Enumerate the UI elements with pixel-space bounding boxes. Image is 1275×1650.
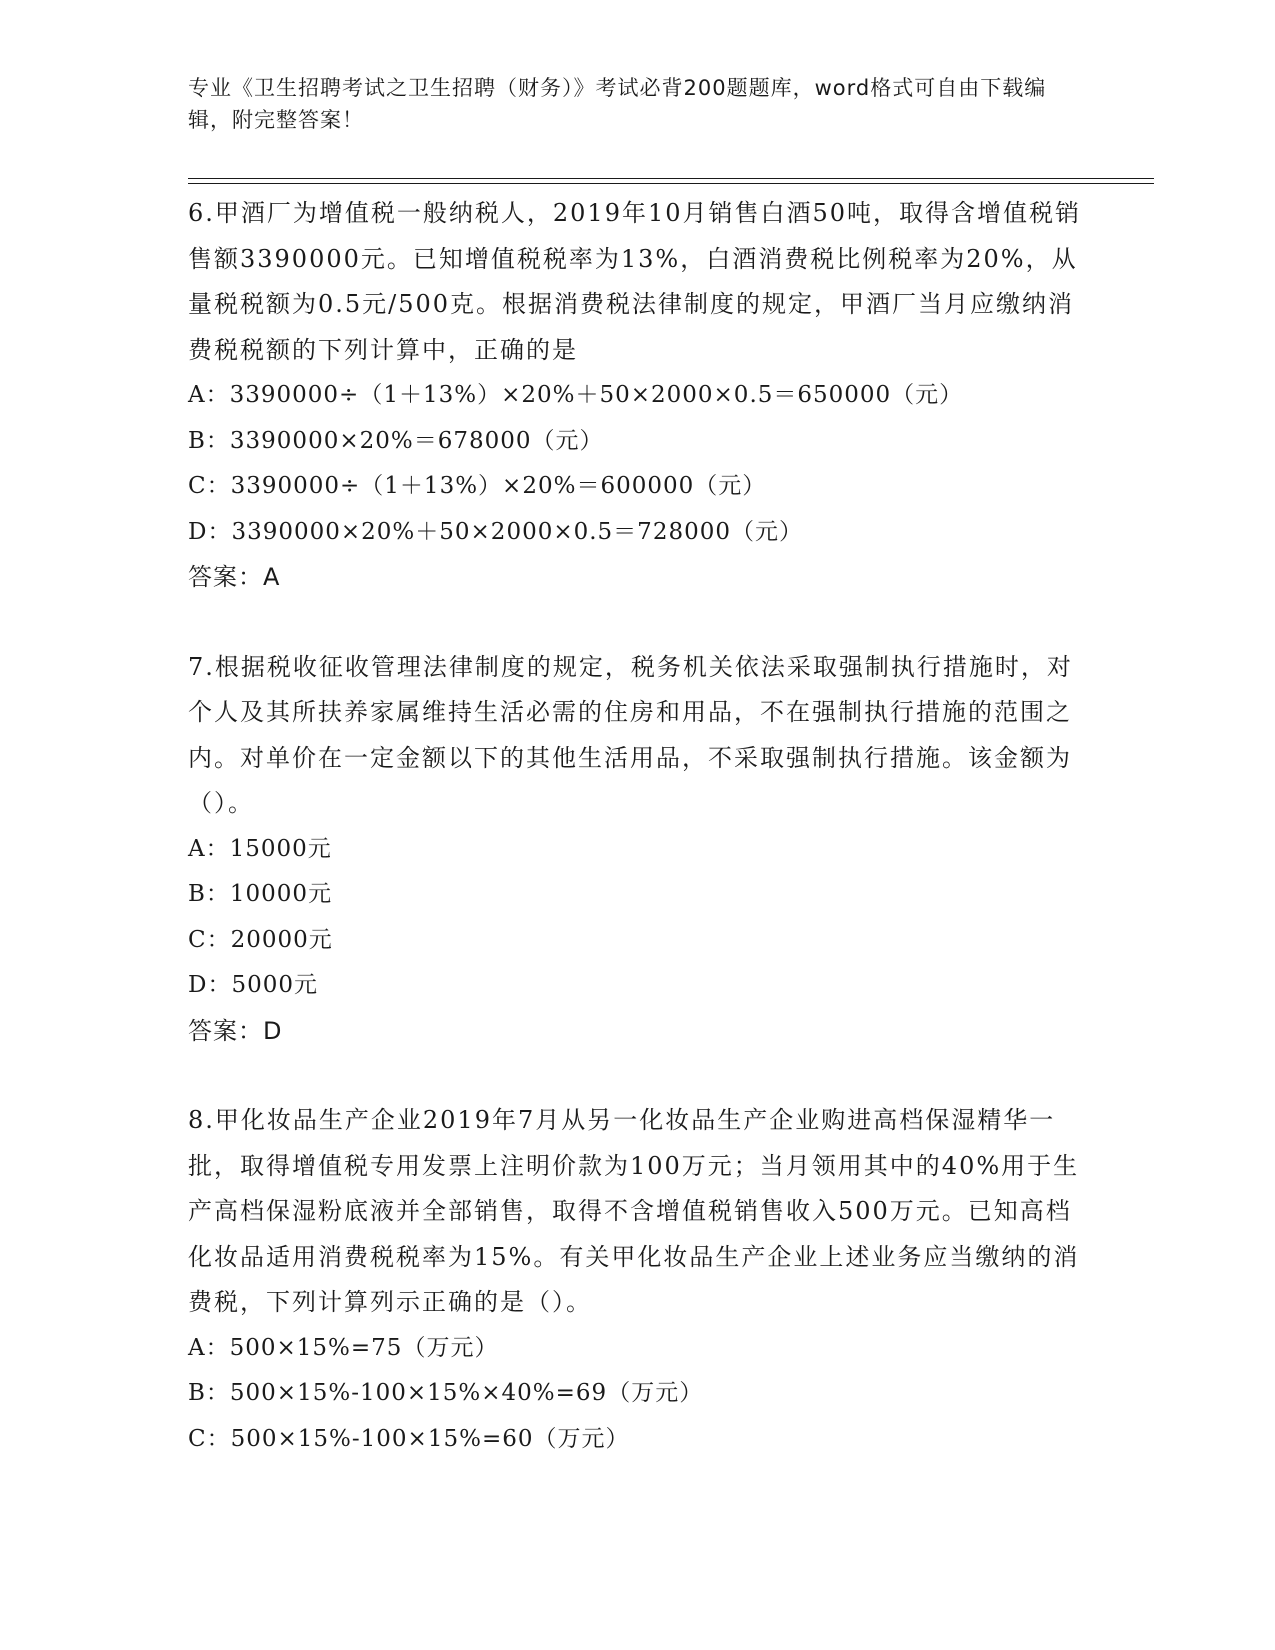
header-divider-bottom [188,183,1154,184]
option-a: A：500×15%=75（万元） [188,1334,499,1361]
question-stem: 6.甲酒厂为增值税一般纳税人，2019年10月销售白酒50吨，取得含增值税销售额3390000元。已知增值税税率为13%，白酒消费税比例税率为20%，从量税税额为0.5元/500克。根据消费税法律制度的规定，甲酒厂当月应缴纳消费税税额的下列计算中，正确的是 [188,199,1082,364]
option-a: A：3390000÷（1＋13%）×20%＋50×2000×0.5＝650000（元） [188,382,964,408]
question-6 [188,191,1088,601]
header-divider-top [188,178,1154,179]
option-a: A：15000元 [188,835,332,862]
option-c: C：3390000÷（1＋13%）×20%＝600000（元） [188,473,767,499]
answer-label: 答案：A [188,563,281,591]
option-d: D：5000元 [188,972,318,998]
question-list [188,191,1088,1506]
option-b: B：3390000×20%＝678000（元） [188,427,604,454]
option-c: C：20000元 [188,926,333,953]
question-stem: 8.甲化妆品生产企业2019年7月从另一化妆品生产企业购进高档保湿精华一批，取得增值税专用发票上注明价款为100万元；当月领用其中的40%用于生产高档保湿粉底液并全部销售，取得不含增值税销售收入500万元。已知高档化妆品适用消费税税率为15%。有关甲化妆品生产企业上述业务应当缴纳的消费税，下列计算列示正确的是（）。 [188,1106,1080,1316]
option-b: B：500×15%-100×15%×40%=69（万元） [188,1380,704,1406]
answer-label: 答案：D [188,1016,283,1045]
question-8 [188,1098,1088,1462]
option-b: B：10000元 [188,881,333,907]
option-c: C：500×15%-100×15%=60（万元） [188,1425,630,1452]
document-header: 专业《卫生招聘考试之卫生招聘（财务）》考试必背200题题库，word格式可自由下载编辑，附完整答案！ [188,76,1047,132]
option-d: D：3390000×20%＋50×2000×0.5＝728000（元） [188,518,803,545]
question-stem: 7.根据税收征收管理法律制度的规定，税务机关依法采取强制执行措施时，对个人及其所扶养家属维持生活必需的住房和用品，不在强制执行措施的范围之内。对单价在一定金额以下的其他生活用品，不采取强制执行措施。该金额为（）。 [188,652,1073,817]
question-7 [188,645,1088,1055]
